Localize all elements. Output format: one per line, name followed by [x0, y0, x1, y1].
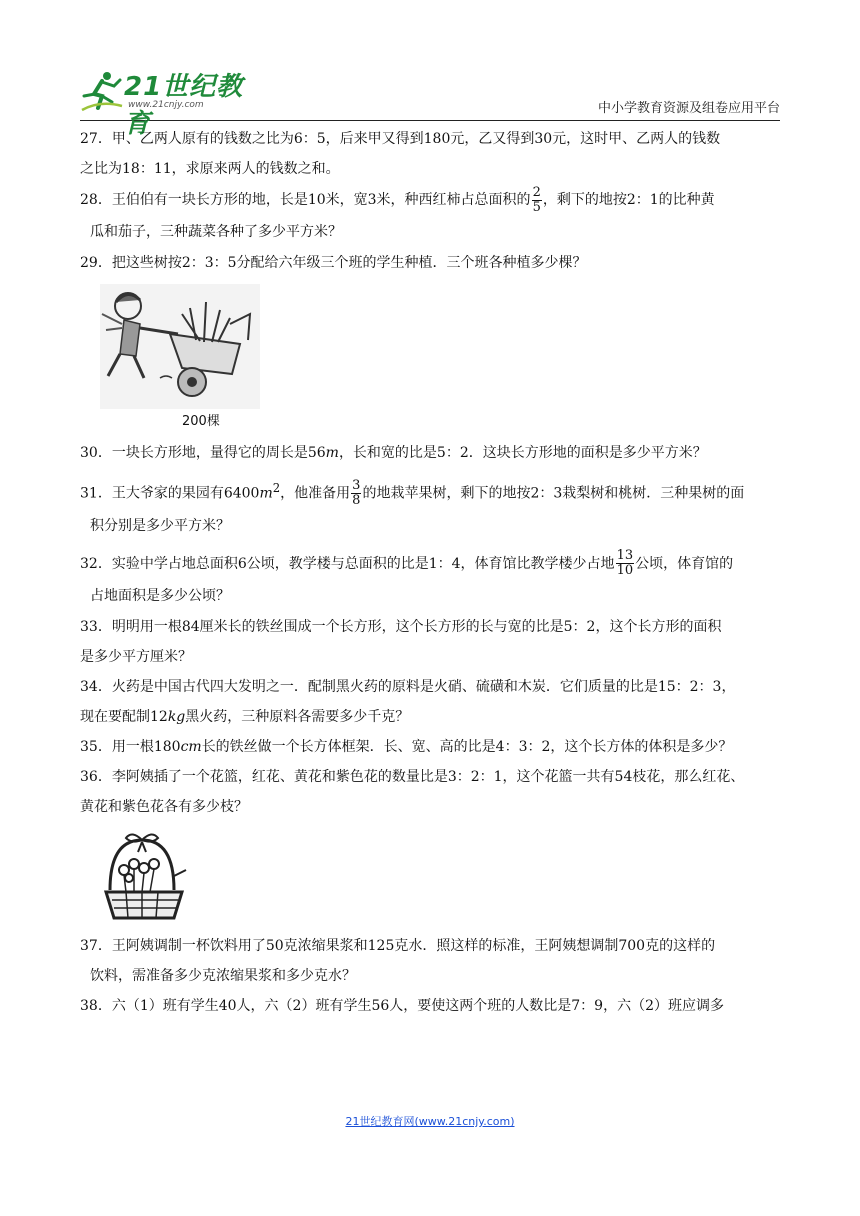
flower-basket-illustration [102, 830, 192, 925]
question-36: 36．李阿姨插了一个花篮，红花、黄花和紫色花的数量比是3：2：1，这个花篮一共有54枝花，那么红花、 黄花和紫色花各有多少枝？ [80, 768, 745, 815]
question-28: 28．王伯伯有一块长方形的地，长是10米，宽3米，种西红柿占总面积的 $\frac{2}{5}$ ，剩下的地按2：1的比种黄 瓜和茄子，三种蔬菜各种了多少平方米？ [80, 184, 715, 240]
logo [80, 70, 270, 139]
fraction: $\frac{13}{10}$ [616, 548, 634, 579]
footer-link[interactable]: 21世纪教育网(www.21cnjy.com) [345, 1115, 515, 1128]
platform-name: 中小学教育资源及组卷应用平台 [597, 101, 780, 116]
question-34: 34．火药是中国古代四大发明之一．配制黑火药的原料是火硝、硫磺和木炭．它们质量的比是15：2：3， 现在要配制12kg黑火药，三种原料各需要多少千克？ [80, 678, 736, 725]
runner-icon [80, 70, 124, 114]
tree-cart-illustration [100, 284, 260, 434]
question-31: 31．王大爷家的果园有$6400m^2$，他准备用 $\frac{3}{8}$ 的地栽苹果树，剩下的地按2：3栽梨树和桃树．三种果树的面 积分别是多少平方米？ [80, 478, 745, 534]
question-37: 37．王阿姨调制一杯饮料用了50克浓缩果浆和125克水．照这样的标准，王阿姨想调制700克的这样的 饮料，需准备多少克浓缩果浆和多少克水？ [80, 937, 716, 984]
question-38: 38．六（1）班有学生40人，六（2）班有学生56人，要使这两个班的人数比是7：9，六（2）班应调多 [80, 997, 724, 1014]
logo-url: www.21cnjy.com [128, 100, 204, 110]
question-list [80, 124, 780, 1021]
page-header [80, 62, 780, 139]
fraction: $\frac{2}{5}$ [532, 184, 541, 215]
question-27: 27．甲、乙两人原有的钱数之比为6：5，后来甲又得到180元，乙又得到30元，这时甲、乙两人的钱数 之比为18：11，求原来两人的钱数之和。 [80, 131, 721, 177]
logo-text: 21世纪教育 [124, 72, 244, 139]
flower-basket-icon [102, 830, 192, 925]
fraction: $\frac{3}{8}$ [352, 478, 361, 509]
question-29: 29．把这些树按2：3：5分配给六年级三个班的学生种植．三个班各种植多少棵？ [80, 255, 587, 271]
question-33: 33．明明用一根84厘米长的铁丝围成一个长方形，这个长方形的长与宽的比是5：2，这个长方形的面积 是多少平方厘米？ [80, 618, 722, 665]
boy-with-cart-icon [100, 284, 260, 409]
tree-count-label: 200棵 [182, 414, 220, 429]
question-32: 32．实验中学占地总面积6公顷，教学楼与总面积的比是1：4，体育馆比教学楼少占地 $\frac{13}{10}$ 公顷，体育馆的 占地面积是多少公顷？ [80, 548, 734, 604]
question-35: 35．用一根180cm长的铁丝做一个长方体框架．长、宽、高的比是4：3：2，这个长方体的体积是多少？ [80, 738, 733, 755]
question-30: 30．一块长方形地，量得它的周长是56m，长和宽的比是5：2．这块长方形地的面积是多少平方米？ [80, 445, 707, 461]
